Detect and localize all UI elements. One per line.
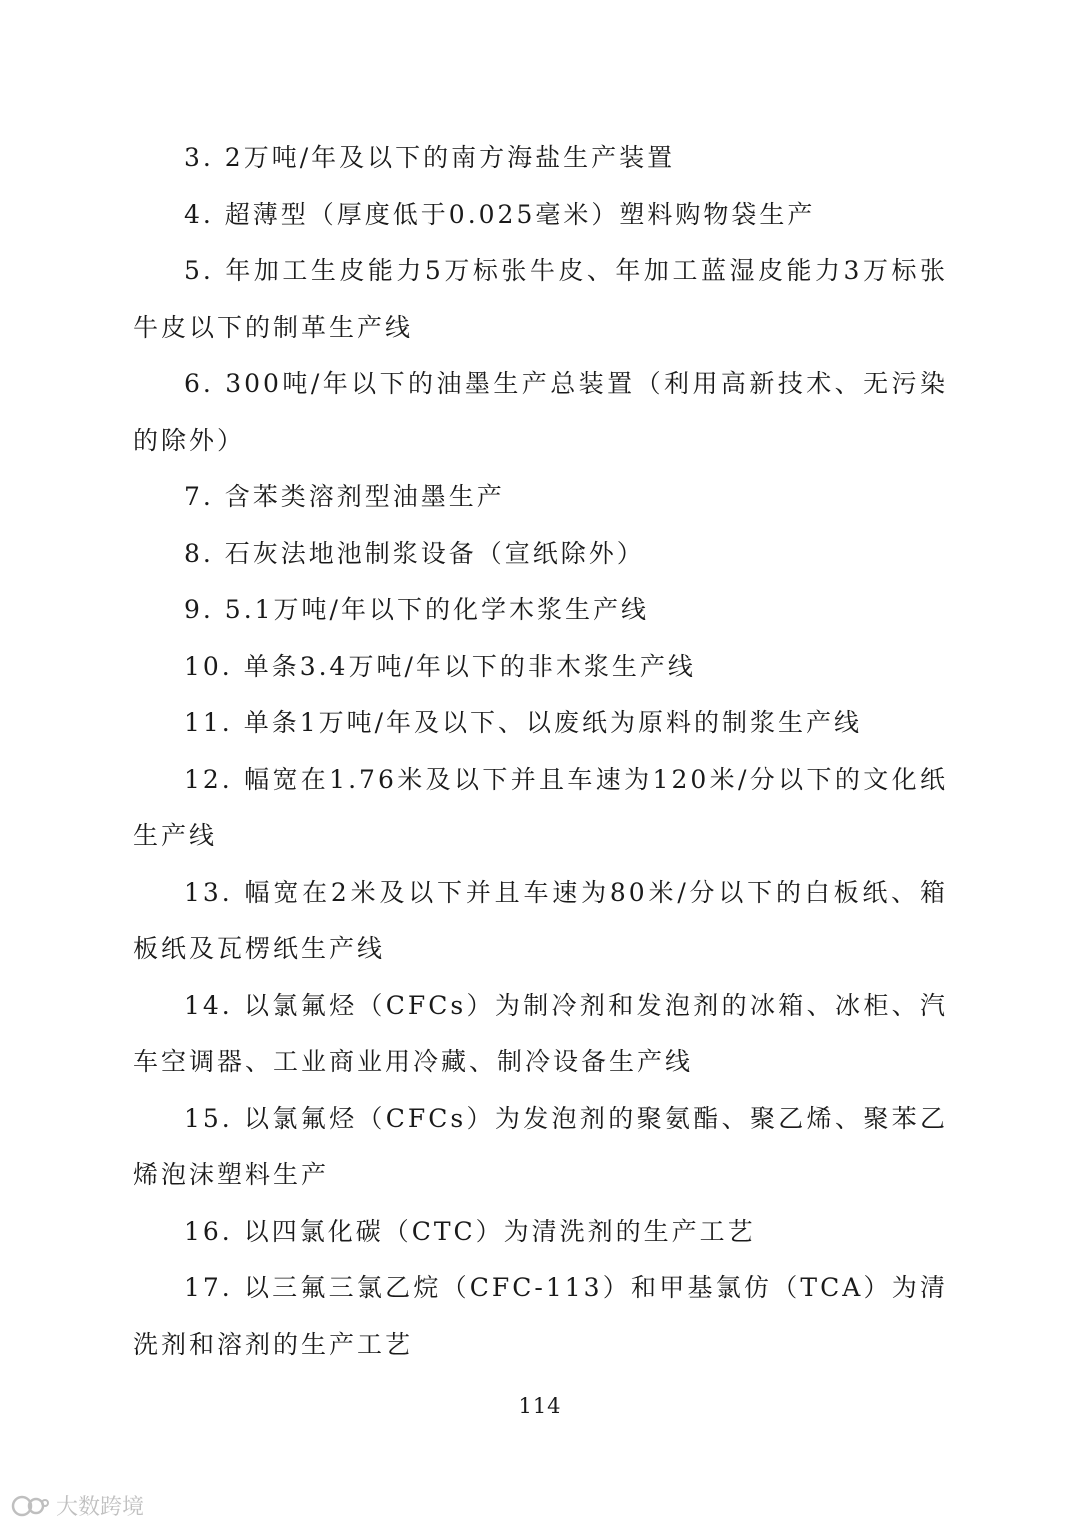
list-item: 8. 石灰法地池制浆设备（宣纸除外） <box>184 538 645 568</box>
list-item: 9. 5.1万吨/年以下的化学木浆生产线 <box>184 595 649 624</box>
list-item: 3. 2万吨/年及以下的南方海盐生产装置 <box>184 143 676 172</box>
document-body <box>133 130 948 1373</box>
watermark-text: 大数跨境 <box>56 1495 145 1520</box>
list-item: 12. 幅宽在1.76米及以下并且车速为120米/分以下的文化纸生产线 <box>133 764 948 850</box>
list-item: 4. 超薄型（厚度低于0.025毫米）塑料购物袋生产 <box>184 199 816 229</box>
list-item: 17. 以三氟三氯乙烷（CFC-113）和甲基氯仿（TCA）为清洗剂和溶剂的生产工艺 <box>133 1273 948 1359</box>
watermark <box>10 1490 144 1521</box>
list-item: 5. 年加工生皮能力5万标张牛皮、年加工蓝湿皮能力3万标张牛皮以下的制革生产线 <box>133 256 948 342</box>
list-item: 7. 含苯类溶剂型油墨生产 <box>184 482 505 511</box>
list-item: 13. 幅宽在2米及以下并且车速为80米/分以下的白板纸、箱板纸及瓦楞纸生产线 <box>133 877 948 963</box>
list-item: 6. 300吨/年以下的油墨生产总装置（利用高新技术、无污染的除外） <box>133 369 948 455</box>
list-item: 14. 以氯氟烃（CFCs）为制冷剂和发泡剂的冰箱、冰柜、汽车空调器、工业商业用冷藏、制冷设备生产线 <box>133 990 948 1076</box>
brand-logo-icon <box>10 1494 50 1518</box>
page-number: 114 <box>518 1394 562 1418</box>
list-item: 15. 以氯氟烃（CFCs）为发泡剂的聚氨酯、聚乙烯、聚苯乙烯泡沫塑料生产 <box>133 1103 948 1189</box>
list-item: 10. 单条3.4万吨/年以下的非木浆生产线 <box>184 651 696 681</box>
list-item: 16. 以四氯化碳（CTC）为清洗剂的生产工艺 <box>184 1216 756 1246</box>
list-item: 11. 单条1万吨/年及以下、以废纸为原料的制浆生产线 <box>184 708 863 737</box>
